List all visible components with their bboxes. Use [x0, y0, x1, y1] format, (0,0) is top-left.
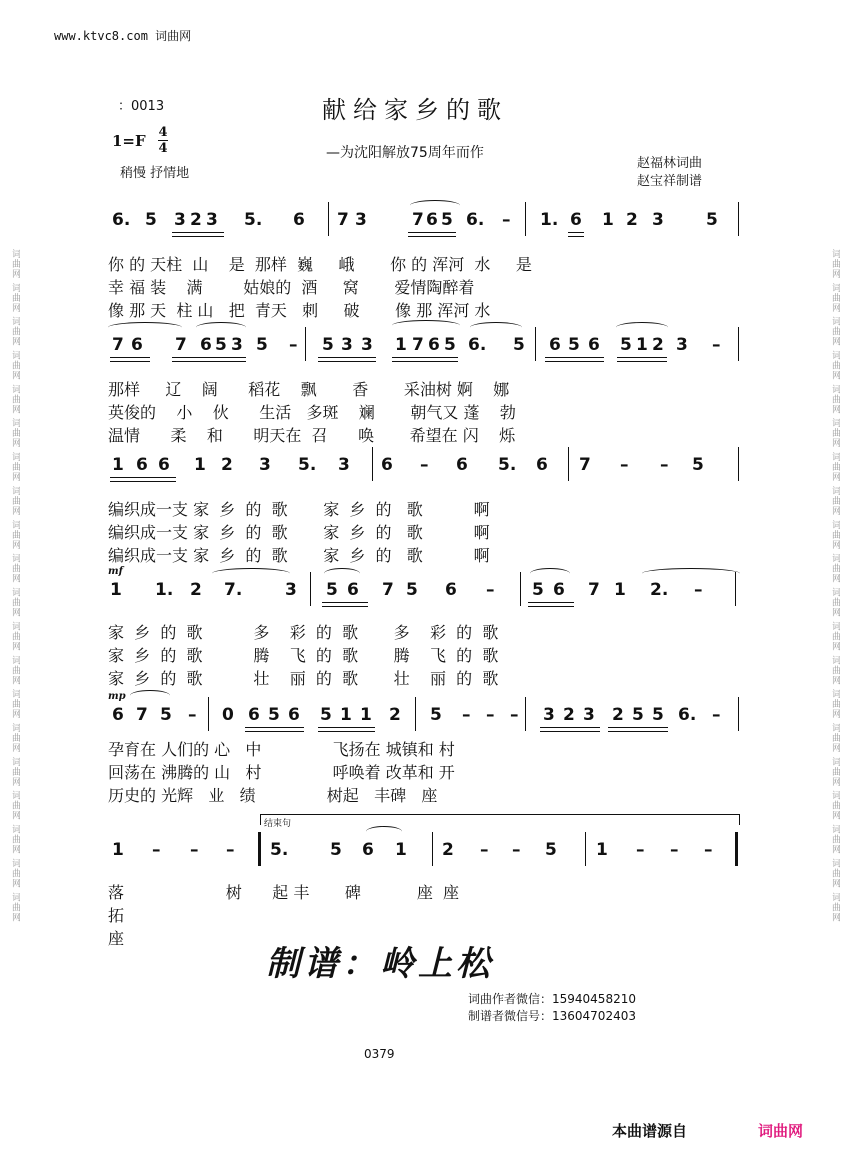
- ending-bracket: [260, 814, 740, 825]
- lyric-line: 温情 柔 和 明天在 召 唤 希望在 闪 烁: [108, 426, 516, 445]
- key-signature: 1=F: [112, 132, 146, 150]
- note: 2.: [650, 580, 669, 600]
- slur: [212, 568, 290, 579]
- left-watermark: 词曲网 词曲网 词曲网 词曲网 词曲网 词曲网 词曲网 词曲网 词曲网 词曲网 词曲网 词曲网 词曲网 词曲网 词曲网 词曲网 词曲网 词曲网 词曲网 词曲网: [10, 248, 20, 923]
- source-brand-link[interactable]: 词曲网: [758, 1122, 804, 1140]
- note: 1: [360, 705, 372, 725]
- note: 1: [596, 840, 608, 860]
- note: 6: [248, 705, 260, 725]
- note: 6: [428, 335, 440, 355]
- lyric-line: 家 乡 的 歌 壮 丽 的 歌 壮 丽 的 歌: [108, 669, 499, 688]
- beam-underline: [540, 727, 600, 728]
- note: 2: [221, 455, 233, 475]
- dynamic-marking: mf: [108, 566, 123, 577]
- barline: [310, 572, 311, 606]
- song-title: 献给家乡的歌: [322, 96, 508, 124]
- beam-underline: [318, 357, 376, 358]
- note: 7.: [224, 580, 243, 600]
- note: 5: [620, 335, 632, 355]
- beam-underline: [408, 236, 456, 237]
- slur: [392, 320, 460, 331]
- beam-underline: [110, 361, 150, 362]
- note: 7: [588, 580, 600, 600]
- contact-author: 词曲作者微信：15940458210: [468, 992, 636, 1006]
- note: –: [620, 455, 629, 475]
- note: 6: [112, 705, 124, 725]
- beam-underline: [608, 727, 668, 728]
- barline: [738, 202, 739, 236]
- lyric-line: 英俊的 小 伙 生活 多斑 斓 朝气又 蓬 勃: [108, 403, 516, 422]
- barline: [535, 327, 536, 361]
- credit-arranger: 赵宝祥制谱: [637, 174, 703, 189]
- note: 6: [549, 335, 561, 355]
- note: 5: [145, 210, 157, 230]
- slur: [470, 322, 522, 333]
- note: 7: [412, 335, 424, 355]
- note: 5: [513, 335, 525, 355]
- note: –: [670, 840, 679, 860]
- beam-underline: [392, 361, 458, 362]
- note: 5: [160, 705, 172, 725]
- note: 1: [112, 840, 124, 860]
- page-number: 0379: [364, 1047, 395, 1061]
- note: 3: [355, 210, 367, 230]
- barline: [372, 447, 373, 481]
- note: 5: [326, 580, 338, 600]
- note: 6: [588, 335, 600, 355]
- lyric-line: 你 的 天柱 山 是 那样 巍 峨 你 的 浑河 水 是: [108, 255, 532, 274]
- beam-underline: [110, 357, 150, 358]
- note: 0: [222, 705, 234, 725]
- beam-underline: [245, 731, 304, 732]
- note: 5.: [270, 840, 289, 860]
- note: –: [512, 840, 521, 860]
- beam-underline: [528, 606, 574, 607]
- note: 3: [676, 335, 688, 355]
- note: 6: [570, 210, 582, 230]
- note: 5: [441, 210, 453, 230]
- note: 6: [347, 580, 359, 600]
- note: 7: [136, 705, 148, 725]
- note: 2: [190, 210, 202, 230]
- note: 1: [395, 335, 407, 355]
- note: 2: [612, 705, 624, 725]
- note: 2: [442, 840, 454, 860]
- site-url[interactable]: www.ktvc8.com 词曲网: [54, 29, 192, 43]
- barline: [738, 447, 739, 481]
- credit-composer: 赵福林词曲: [637, 156, 703, 171]
- lyric-line: 回荡在 沸腾的 山 村 呼唤着 改革和 开: [108, 763, 455, 782]
- note: 6: [293, 210, 305, 230]
- note: –: [694, 580, 703, 600]
- note: 3: [583, 705, 595, 725]
- slur: [196, 322, 246, 333]
- note: 1: [614, 580, 626, 600]
- barline: [525, 697, 526, 731]
- note: 5.: [244, 210, 263, 230]
- barline: [738, 697, 739, 731]
- note: –: [420, 455, 429, 475]
- lyric-line: 像 那 天 柱 山 把 青天 刺 破 像 那 浑河 水: [108, 301, 491, 320]
- note: 6: [456, 455, 468, 475]
- slur: [366, 826, 402, 837]
- barline: [585, 832, 586, 866]
- lyric-line: 幸 福 装 满 姑娘的 酒 窝 爱情陶醉着: [108, 278, 475, 297]
- note: –: [704, 840, 713, 860]
- note: –: [289, 335, 298, 355]
- slur: [530, 568, 570, 579]
- note: 5: [268, 705, 280, 725]
- doc-number: ：0013: [118, 99, 165, 114]
- note: 6.: [678, 705, 697, 725]
- note: 6: [200, 335, 212, 355]
- note: 3: [259, 455, 271, 475]
- signature: 制谱：岭上松: [266, 944, 494, 984]
- note: 5: [545, 840, 557, 860]
- beam-underline: [617, 361, 667, 362]
- lyric-line: 编织成一支 家 乡 的 歌 家 乡 的 歌 啊: [108, 523, 490, 542]
- lyric-line: 孕育在 人们的 心 中 飞扬在 城镇和 村: [108, 740, 455, 759]
- note: 1.: [155, 580, 174, 600]
- barline: [328, 202, 329, 236]
- slur: [616, 322, 668, 333]
- slur: [642, 568, 740, 579]
- note: 5: [406, 580, 418, 600]
- barline: [415, 697, 416, 731]
- note: 2: [652, 335, 664, 355]
- note: 5: [322, 335, 334, 355]
- note: 7: [412, 210, 424, 230]
- time-signature: [158, 126, 168, 155]
- beam-underline: [322, 606, 368, 607]
- note: –: [510, 705, 519, 725]
- note: 5: [320, 705, 332, 725]
- note: 5: [444, 335, 456, 355]
- note: 1.: [540, 210, 559, 230]
- source-label: 本曲谱源自: [612, 1122, 688, 1140]
- note: 1: [110, 580, 122, 600]
- note: 7: [337, 210, 349, 230]
- note: –: [188, 705, 197, 725]
- note: 6.: [466, 210, 485, 230]
- note: –: [502, 210, 511, 230]
- beam-underline: [318, 731, 375, 732]
- note: 5: [568, 335, 580, 355]
- note: 6: [362, 840, 374, 860]
- note: 7: [579, 455, 591, 475]
- beam-underline: [172, 361, 246, 362]
- note: 6: [136, 455, 148, 475]
- subtitle: —为沈阳解放75周年而作: [326, 145, 484, 161]
- note: 3: [338, 455, 350, 475]
- dynamic-marking: mp: [108, 691, 126, 702]
- slur: [410, 200, 460, 211]
- right-watermark: 词曲网 词曲网 词曲网 词曲网 词曲网 词曲网 词曲网 词曲网 词曲网 词曲网 词曲网 词曲网 词曲网 词曲网 词曲网 词曲网 词曲网 词曲网 词曲网 词曲网: [830, 248, 840, 923]
- beam-underline: [172, 357, 246, 358]
- note: 1: [395, 840, 407, 860]
- barline: [568, 447, 569, 481]
- beam-underline: [608, 731, 668, 732]
- note: 6: [426, 210, 438, 230]
- note: 7: [382, 580, 394, 600]
- note: 6: [381, 455, 393, 475]
- barline: [305, 327, 306, 361]
- lyric-line: 编织成一支 家 乡 的 歌 家 乡 的 歌 啊: [108, 546, 490, 565]
- ending-label: 结束句: [264, 819, 292, 829]
- note: 6: [288, 705, 300, 725]
- note: 6: [445, 580, 457, 600]
- barline: [208, 697, 209, 731]
- beam-underline: [545, 357, 604, 358]
- note: 3: [341, 335, 353, 355]
- beam-underline: [172, 232, 224, 233]
- beam-underline: [617, 357, 667, 358]
- contact-arranger: 制谱者微信号：13604702403: [468, 1009, 636, 1023]
- note: 5: [706, 210, 718, 230]
- beam-underline: [545, 361, 604, 362]
- note: –: [712, 335, 721, 355]
- note: –: [190, 840, 199, 860]
- note: 2: [563, 705, 575, 725]
- note: 5: [652, 705, 664, 725]
- note: 1: [194, 455, 206, 475]
- note: 3: [206, 210, 218, 230]
- note: 2: [626, 210, 638, 230]
- note: 6: [553, 580, 565, 600]
- beam-underline: [408, 232, 456, 233]
- slur: [130, 690, 170, 701]
- note: 2: [389, 705, 401, 725]
- note: 5: [330, 840, 342, 860]
- beam-underline: [318, 727, 375, 728]
- note: 6: [536, 455, 548, 475]
- note: 3: [652, 210, 664, 230]
- barline: [525, 202, 526, 236]
- note: –: [226, 840, 235, 860]
- beam-underline: [245, 727, 304, 728]
- note: 7: [112, 335, 124, 355]
- note: 2: [190, 580, 202, 600]
- lyric-line: 座: [108, 929, 125, 948]
- note: –: [712, 705, 721, 725]
- time-top: 4: [158, 125, 168, 140]
- note: 3: [543, 705, 555, 725]
- beam-underline: [540, 731, 600, 732]
- lyric-line: 家 乡 的 歌 多 彩 的 歌 多 彩 的 歌: [108, 623, 499, 642]
- beam-underline: [110, 477, 176, 478]
- beam-underline: [528, 602, 574, 603]
- lyric-line: 拓: [108, 906, 125, 925]
- note: 1: [112, 455, 124, 475]
- barline: [738, 327, 739, 361]
- barline: [258, 832, 261, 866]
- note: –: [636, 840, 645, 860]
- note: –: [480, 840, 489, 860]
- note: –: [462, 705, 471, 725]
- slur: [324, 568, 360, 579]
- note: 1: [340, 705, 352, 725]
- note: –: [660, 455, 669, 475]
- note: 6.: [112, 210, 131, 230]
- slur: [108, 322, 182, 333]
- note: 5.: [298, 455, 317, 475]
- note: –: [152, 840, 161, 860]
- barline: [735, 832, 738, 866]
- note: 5: [632, 705, 644, 725]
- lyric-line: 编织成一支 家 乡 的 歌 家 乡 的 歌 啊: [108, 500, 490, 519]
- note: 3: [174, 210, 186, 230]
- lyric-line: 那样 辽 阔 稻花 飘 香 采油树 婀 娜: [108, 380, 510, 399]
- note: 3: [285, 580, 297, 600]
- note: 5: [215, 335, 227, 355]
- note: 6: [131, 335, 143, 355]
- note: 3: [231, 335, 243, 355]
- barline: [520, 572, 521, 606]
- barline: [432, 832, 433, 866]
- note: 6.: [468, 335, 487, 355]
- note: 3: [361, 335, 373, 355]
- beam-underline: [322, 602, 368, 603]
- note: 1: [636, 335, 648, 355]
- note: 6: [158, 455, 170, 475]
- note: –: [486, 705, 495, 725]
- note: 5: [532, 580, 544, 600]
- beam-underline: [318, 361, 376, 362]
- lyric-line: 家 乡 的 歌 腾 飞 的 歌 腾 飞 的 歌: [108, 646, 499, 665]
- beam-underline: [172, 236, 224, 237]
- beam-underline: [568, 236, 584, 237]
- note: 5: [692, 455, 704, 475]
- lyric-line: 历史的 光辉 业 绩 树起 丰碑 座: [108, 786, 438, 805]
- note: 5.: [498, 455, 517, 475]
- note: 5: [430, 705, 442, 725]
- tempo-marking: 稍慢 抒情地: [120, 166, 190, 181]
- beam-underline: [568, 232, 584, 233]
- lyric-line: 落 树 起 丰 碑 座 座: [108, 883, 460, 902]
- note: 5: [256, 335, 268, 355]
- note: 7: [175, 335, 187, 355]
- note: –: [486, 580, 495, 600]
- time-bottom: 4: [158, 141, 168, 156]
- beam-underline: [110, 481, 176, 482]
- beam-underline: [392, 357, 458, 358]
- note: 1: [602, 210, 614, 230]
